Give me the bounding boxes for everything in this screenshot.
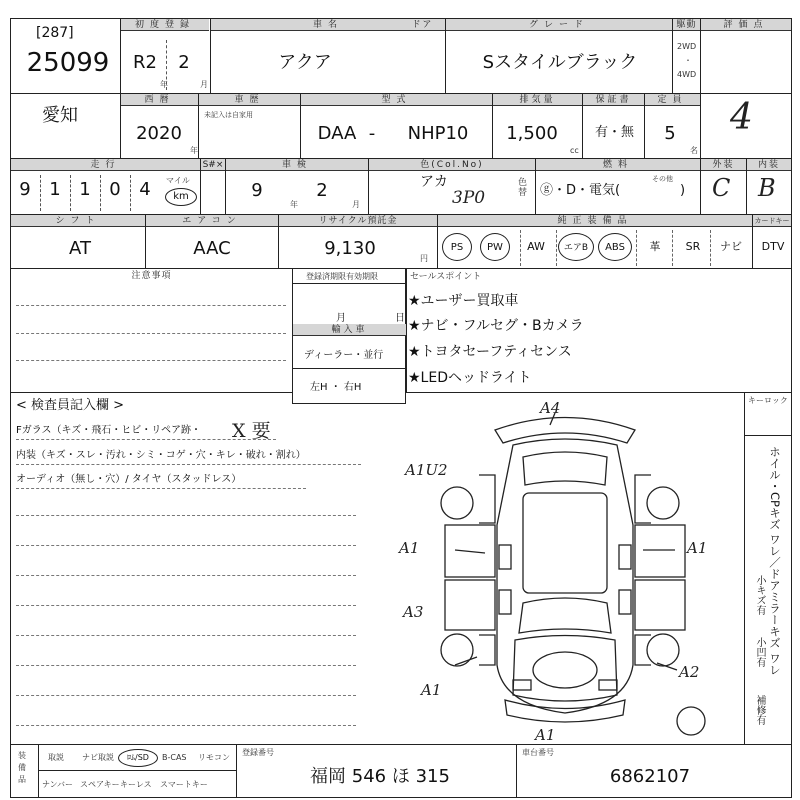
displacement: 1,500 bbox=[506, 123, 558, 144]
first-reg-month: 2 bbox=[178, 52, 190, 73]
registration-number: 福岡 546 ほ 315 bbox=[310, 766, 450, 787]
model-code: NHP10 bbox=[407, 123, 469, 144]
capacity: 5 bbox=[664, 123, 676, 144]
mileage-digit: 9 bbox=[19, 179, 31, 200]
model-prefix: DAA bbox=[317, 123, 357, 144]
vertical-note-main: ホイル・CPキズ ワレ／ドアミラーキズ ワレ bbox=[768, 446, 782, 676]
km-unit-circle: km bbox=[165, 188, 197, 206]
romsd-circled: ﾛﾑ/SD bbox=[118, 749, 158, 767]
damage-mark: A1 bbox=[535, 726, 556, 744]
car-name: アクア bbox=[278, 52, 332, 73]
drive-label: 駆動 bbox=[673, 19, 700, 31]
sales-point: ★ナビ・フルセグ・Bカメラ bbox=[408, 318, 584, 334]
location: 愛知 bbox=[42, 105, 78, 126]
mileage-digit: 4 bbox=[139, 179, 151, 200]
shift: AT bbox=[69, 238, 91, 259]
damage-mark: A1 bbox=[399, 539, 420, 557]
mileage-digit: 1 bbox=[49, 179, 61, 200]
exterior-grade: C bbox=[712, 174, 731, 202]
first-reg-label: 初度登録 bbox=[121, 19, 209, 31]
aircon: AAC bbox=[193, 238, 231, 259]
inspector-line-windshield: Fガラス（キズ・飛石・ヒビ・リペア跡・ bbox=[16, 425, 202, 436]
sales-point: ★トヨタセーフティセンス bbox=[408, 344, 572, 360]
inspection-month: 2 bbox=[316, 180, 328, 201]
dealer-parallel: ディーラー・並行 bbox=[304, 350, 384, 361]
equip-abs-circled: ABS bbox=[598, 233, 632, 261]
inspector-title: < 検査員記入欄 > bbox=[16, 398, 125, 413]
mileage-digit: 0 bbox=[109, 179, 121, 200]
door-label: ドア bbox=[400, 19, 445, 31]
color-code: 3P0 bbox=[452, 188, 486, 208]
damage-mark: A4 bbox=[540, 399, 561, 417]
fuel: ⓖ・D・電気( bbox=[540, 183, 621, 198]
lot-bracket: [287] bbox=[36, 25, 74, 41]
equip-sr: SR bbox=[685, 240, 701, 253]
sales-point: ★ユーザー買取車 bbox=[408, 293, 519, 309]
windshield-mark: X 要 bbox=[232, 420, 271, 442]
interior-grade: B bbox=[758, 174, 776, 202]
car-damage-diagram bbox=[395, 395, 740, 745]
first-reg-era: R2 bbox=[133, 52, 157, 73]
inspector-line-interior: 内装（キズ・スレ・汚れ・シミ・コゲ・穴・キレ・破れ・割れ） bbox=[16, 450, 306, 461]
equip-side-label: 装備品 bbox=[18, 751, 26, 784]
warranty: 有・無 bbox=[595, 125, 635, 140]
equip-ps-circled: PS bbox=[442, 233, 472, 261]
recycle-amount: 9,130 bbox=[324, 238, 376, 259]
score-label: 評価点 bbox=[701, 19, 791, 31]
inspector-line-audio: オーディオ（無し・穴）/ タイヤ（スタッドレス） bbox=[16, 474, 242, 485]
equip-leather: 革 bbox=[649, 240, 661, 253]
handle-side: 左H ・ 右H bbox=[310, 382, 362, 393]
lot-number: 25099 bbox=[26, 48, 110, 78]
equip-navi: ナビ bbox=[720, 240, 742, 253]
grade-label: グレード bbox=[446, 19, 672, 31]
damage-mark: A3 bbox=[403, 603, 424, 621]
damage-mark: A2 bbox=[679, 663, 700, 681]
chassis-number: 6862107 bbox=[609, 766, 691, 787]
damage-mark: A1U2 bbox=[405, 461, 448, 479]
equip-dtv: DTV bbox=[761, 240, 785, 253]
inspection-year: 9 bbox=[251, 180, 263, 201]
color: アカ bbox=[420, 174, 448, 190]
mileage-digit: 1 bbox=[79, 179, 91, 200]
car-name-label: 車名 bbox=[211, 19, 445, 31]
equip-airbag-circled: エアB bbox=[558, 233, 594, 261]
damage-mark: A1 bbox=[687, 539, 708, 557]
year: 2020 bbox=[136, 123, 182, 144]
damage-mark: A1 bbox=[421, 681, 442, 699]
score: 4 bbox=[730, 97, 753, 138]
grade: Sスタイルブラック bbox=[482, 52, 638, 73]
equip-pw-circled: PW bbox=[480, 233, 510, 261]
sales-point: ★LEDヘッドライト bbox=[408, 370, 532, 386]
equip-aw: AW bbox=[527, 240, 545, 253]
